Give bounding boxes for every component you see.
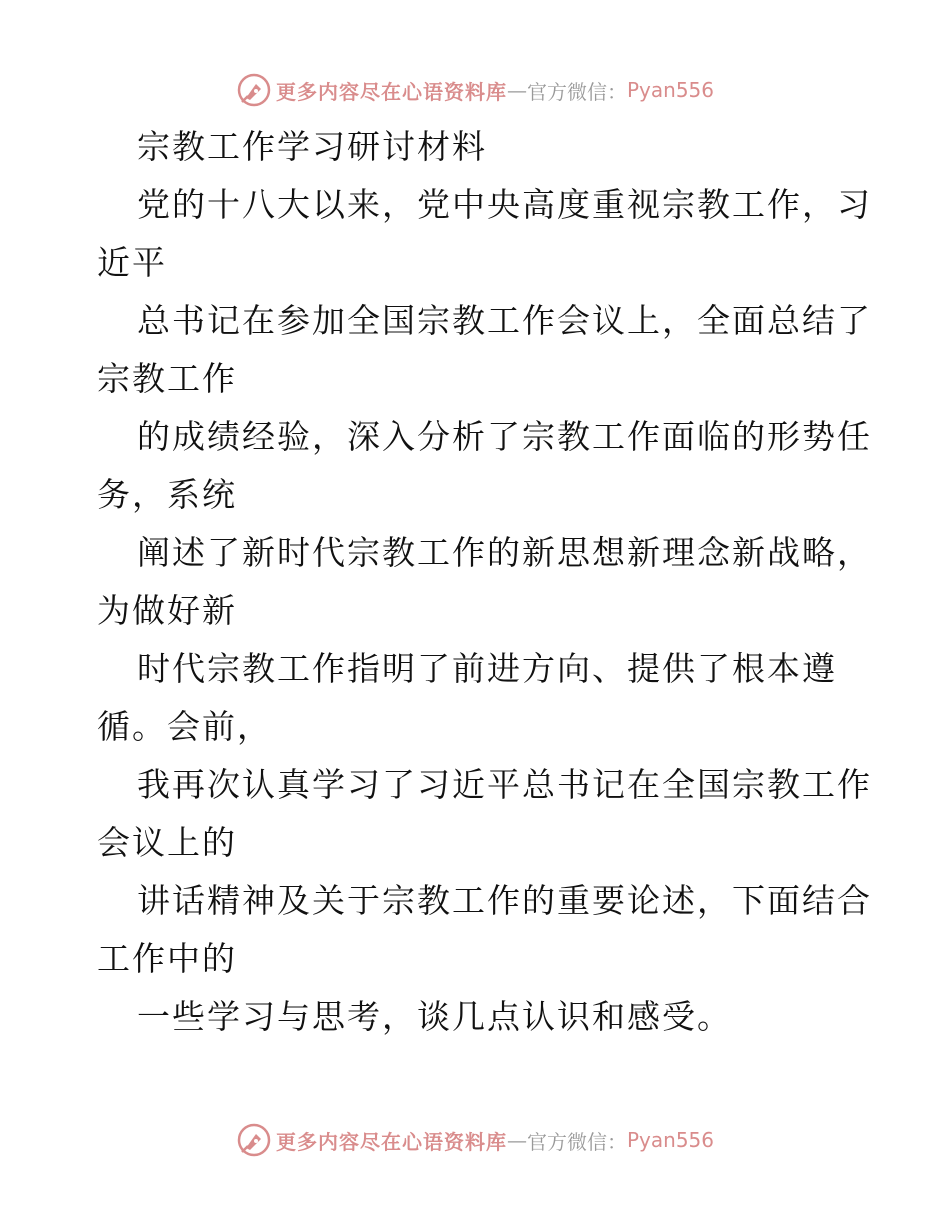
- text-line: 时代宗教工作指明了前进方向、提供了根本遵: [137, 649, 837, 688]
- document-title: 宗教工作学习研讨材料: [137, 127, 487, 166]
- text-line: 党的十八大以来，党中央高度重视宗教工作，习: [137, 185, 872, 224]
- watermark-wechat-id: Pyan556: [626, 1128, 714, 1152]
- watermark-separator: —: [506, 1128, 527, 1152]
- watermark-separator: —: [506, 78, 527, 102]
- text-line: 的成绩经验，深入分析了宗教工作面临的形势任: [137, 417, 872, 456]
- text-line: 我再次认真学习了习近平总书记在全国宗教工作: [137, 765, 872, 804]
- text-line: 讲话精神及关于宗教工作的重要论述，下面结合: [137, 881, 872, 920]
- text-line: 总书记在参加全国宗教工作会议上，全面总结了: [137, 301, 872, 340]
- text-line: 工作中的: [97, 939, 237, 978]
- watermark-sub-text: 官方微信：: [526, 79, 627, 104]
- text-line: 近平: [97, 243, 167, 282]
- text-line: 务，系统: [97, 475, 237, 514]
- text-line: 为做好新: [97, 591, 237, 630]
- pen-nib-logo-icon: [236, 72, 272, 108]
- text-line: 宗教工作: [97, 359, 237, 398]
- pen-nib-logo-icon: [236, 1122, 272, 1158]
- document-body: [97, 118, 872, 1046]
- text-line: 阐述了新时代宗教工作的新思想新理念新战略，: [137, 533, 872, 572]
- watermark-main-text: 更多内容尽在心语资料库: [275, 79, 507, 104]
- watermark-wechat-id: Pyan556: [626, 78, 714, 102]
- text-line: 一些学习与思考，谈几点认识和感受。: [137, 997, 732, 1036]
- watermark-main-text: 更多内容尽在心语资料库: [275, 1129, 507, 1154]
- header-watermark: [0, 70, 950, 110]
- footer-watermark: [0, 1120, 950, 1160]
- watermark-sub-text: 官方微信：: [526, 1129, 627, 1154]
- text-line: 会议上的: [97, 823, 237, 862]
- text-line: 循。会前，: [97, 707, 272, 746]
